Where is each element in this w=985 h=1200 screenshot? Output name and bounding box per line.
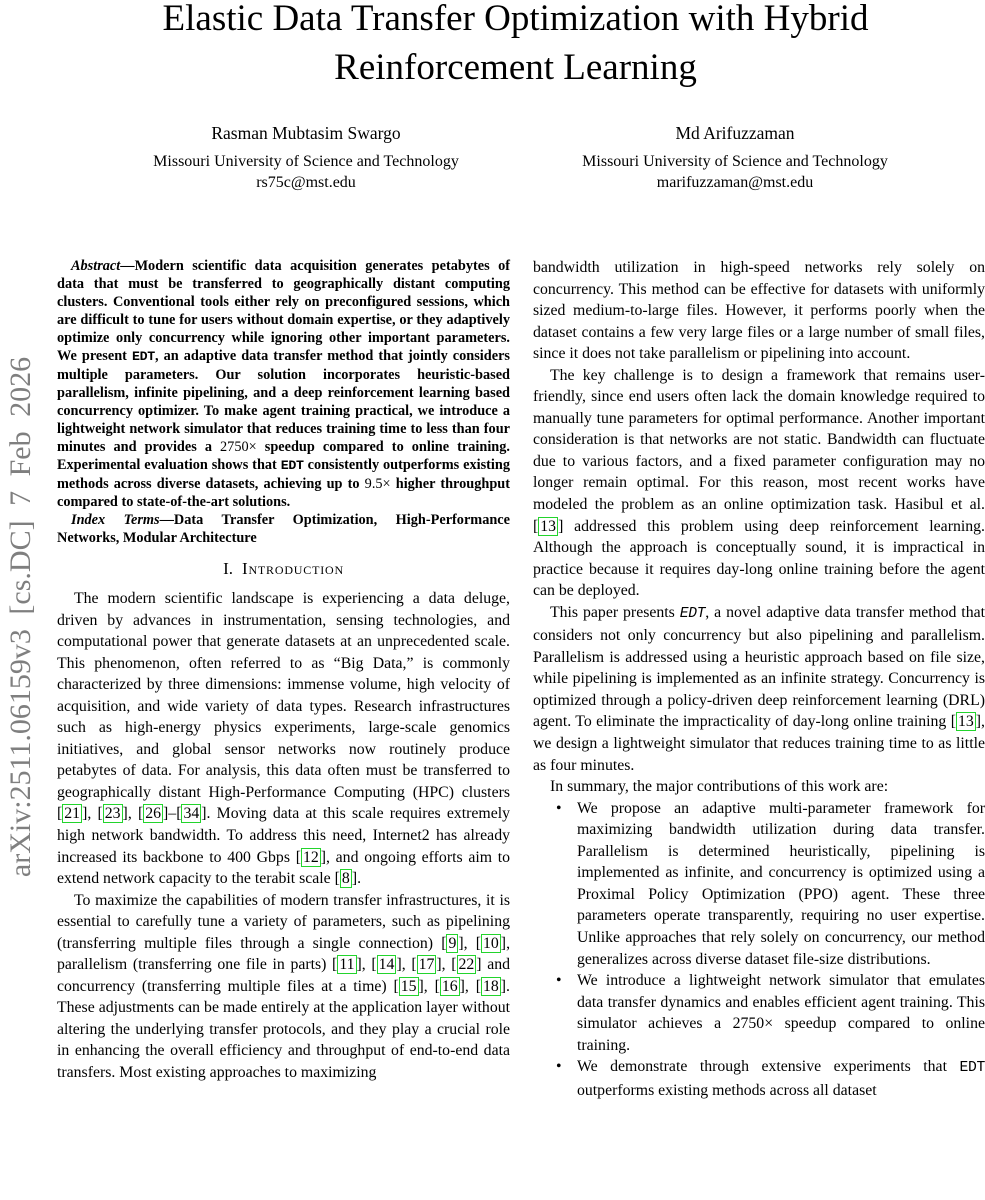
section-heading-introduction [57, 559, 510, 579]
paper-title [23, 0, 985, 92]
contribution-item-1: • We propose an adaptive multi-parameter framework for maximizing bandwidth utilization during data transfer. Parallelism is determined heuristically, pipelining is implemented as infinite, and concurrency is optimized using a Proximal Policy Optimization (PPO) agent. These three parameters operate transparently, requiring no user expertise. Unlike approaches that rely solely on concurrency, our method generalizes across diverse dataset file-size distributions. [577, 798, 985, 970]
abstract [57, 257, 510, 511]
math-text: 2750× [220, 439, 257, 455]
citation-link[interactable]: 34 [183, 805, 200, 823]
section-title: Introduction [242, 559, 344, 578]
abstract-lead: Abstract [71, 258, 121, 274]
intro-paragraph-5: In summary, the major contributions of this work are: [550, 778, 889, 796]
math-text: 2750× [732, 1015, 774, 1033]
intro-paragraph-1: The modern scientific landscape is experiencing a data deluge, driven by advances in instrumentation, sensing technologies, and computational power that generate datasets at an unprecedented scale. This phenomenon, often referred to as “Big Data,” is commonly characterized by three dimensions: immense volume, high velocity of acquisition, and wide variety of data types. Research infrastructures such as high-energy physics experiments, large-scale genomics initiatives, and global sensor networks now routinely produce petabytes of data. For analysis, this data often must be transferred to geographically distant High-Performance Computing (HPC) clusters [ 21 ], [ 23 ], [ 26 ]–[ 34 ]. Moving data at this scale requires extremely high network bandwidth. To address this need, Internet2 has already increased its backbone to 400 Gbps [ 12 ], and ongoing efforts aim to extend network capacity to the terabit scale [ 8 ]. [57, 590, 511, 888]
typewriter-text: EDT [131, 349, 155, 364]
intro-paragraph-2: To maximize the capabilities of modern transfer infrastructures, it is essential to carefully tune a variety of parameters, such as pipelining (transferring multiple files through a single connection) [ 9 ], [ 10 ], parallelism (transferring one file in parts) [ 11 ], [ 14 ], [ 17 ], [ 22 ] and concurrency (transferring multiple files at a time) [ 15 ], [ 16 ], [ 18 ]. These adjustments can be made entirely at the application layer without altering the underlying transfer protocols, and they play a crucial role in enhancing the overall efficiency and throughput of end-to-end data transfers. Most existing approaches to maximizing [57, 891, 511, 1082]
right-column [533, 257, 985, 1101]
citation-link[interactable]: 11 [339, 956, 355, 974]
author-block [0, 123, 985, 193]
index-terms-text: —Data Transfer Optimization, High-Performance Networks, Modular Architecture [57, 512, 510, 546]
two-column-body [0, 257, 985, 1101]
author-1 [106, 123, 506, 193]
contribution-item-2: • We introduce a lightweight network simulator that emulates data transfer dynamics and enables efficient agent training. This simulator achieves a 2750× speedup compared to online training. [577, 970, 985, 1056]
abstract-text: —Modern scientific data acquisition generates petabytes of data that must be transferred to geographically distant computing clusters. Conventional tools either rely on preconfigured sessions, which are difficult to tune for users without domain expertise, or they adaptively optimize only concurrency while ignoring other important parameters. We present EDT, an adaptive data transfer method that jointly considers multiple parameters. Our solution incorporates heuristic-based parallelism, infinite pipelining, and a deep reinforcement learning based concurrency optimizer. To make agent training practical, we introduce a lightweight network simulator that reduces training time to less than four minutes and provides a 2750× speedup compared to online training. Experimental evaluation shows that EDT consistently outperforms existing methods across diverse datasets, achieving up to 9.5× higher throughput compared to state-of-the-art solutions. [57, 258, 510, 510]
citation-link[interactable]: 13 [957, 713, 974, 731]
author-2-email: marifuzzaman@mst.edu [656, 174, 814, 191]
citation-link[interactable]: 13 [540, 517, 557, 535]
citation-link[interactable]: 18 [482, 977, 499, 995]
author-1-affiliation: Missouri University of Science and Technology [153, 153, 459, 170]
intro-paragraph-4: This paper presents EDT, a novel adaptive data transfer method that considers not only concurrency but also pipelining and parallelism. Parallelism is addressed using a heuristic approach based on file size, while pipelining is implemented as an infinite strategy. Concurrency is optimized through a policy-driven deep reinforcement learning (DRL) agent. To eliminate the impracticality of day-long online training [ 13 ], we design a lightweight simulator that reduces training time to as little as four minutes. [533, 603, 985, 774]
paper-header [0, 0, 985, 193]
index-terms-lead: Index Terms [71, 512, 160, 528]
typewriter-text: EDT [959, 1060, 985, 1077]
intro-paragraph-3: The key challenge is to design a framework that remains user-friendly, since end users often lack the domain knowledge required to manually tune parameters for optimal performance. Another important consideration is that networks are not static. Bandwidth can fluctuate due to various factors, and a fixed parameter configuration may no longer remain optimal. For this reason, most recent works have modeled the problem as an online optimization task. Hasibul et al. [ 13 ] addressed this problem using deep reinforcement learning. Although the approach is conceptually sound, it is impractical in practice because it requires day-long online training before the agent can be deployed. [533, 366, 985, 600]
citation-link[interactable]: 15 [400, 977, 417, 995]
typewriter-text: EDT [280, 458, 304, 473]
contribution-list [533, 798, 985, 1102]
citation-link[interactable]: 22 [458, 956, 475, 974]
citation-link[interactable]: 14 [378, 956, 395, 974]
citation-link[interactable]: 9 [448, 934, 457, 952]
citation-link[interactable]: 26 [145, 805, 162, 823]
author-1-email: rs75c@mst.edu [256, 174, 356, 191]
arxiv-stamp: arXiv:2511.06159v3 [cs.DC] 7 Feb 2026 [4, 356, 37, 878]
citation-link[interactable]: 21 [64, 805, 81, 823]
citation-link[interactable]: 8 [341, 870, 350, 888]
intro-paragraph-2-continued: bandwidth utilization in high-speed networks rely solely on concurrency. This method can be effective for datasets with uniformly sized medium-to-large files. However, it performs poorly when the dataset contains a few very large files or a large number of small files, since it does not take parallelism or pipelining into account. [533, 259, 985, 363]
author-1-name: Rasman Mubtasim Swargo [211, 123, 401, 143]
typewriter-italic-text: EDT [679, 605, 706, 622]
section-number: I. [223, 559, 233, 578]
paper-title-line1: Elastic Data Transfer Optimization with Hybrid [162, 0, 869, 39]
author-2-affiliation: Missouri University of Science and Technology [582, 153, 888, 170]
author-2-name: Md Arifuzzaman [675, 123, 795, 143]
contribution-item-3: • We demonstrate through extensive experiments that EDT outperforms existing methods across all dataset [577, 1056, 985, 1101]
citation-link[interactable]: 12 [302, 848, 319, 866]
citation-link[interactable]: 17 [418, 956, 435, 974]
paper-title-line2: Reinforcement Learning [334, 47, 697, 88]
author-2 [535, 123, 935, 193]
citation-link[interactable]: 16 [441, 977, 458, 995]
citation-link[interactable]: 10 [483, 934, 499, 952]
math-text: 9.5× [364, 476, 391, 492]
index-terms [57, 511, 510, 547]
left-column [57, 257, 510, 1101]
citation-link[interactable]: 23 [104, 805, 121, 823]
